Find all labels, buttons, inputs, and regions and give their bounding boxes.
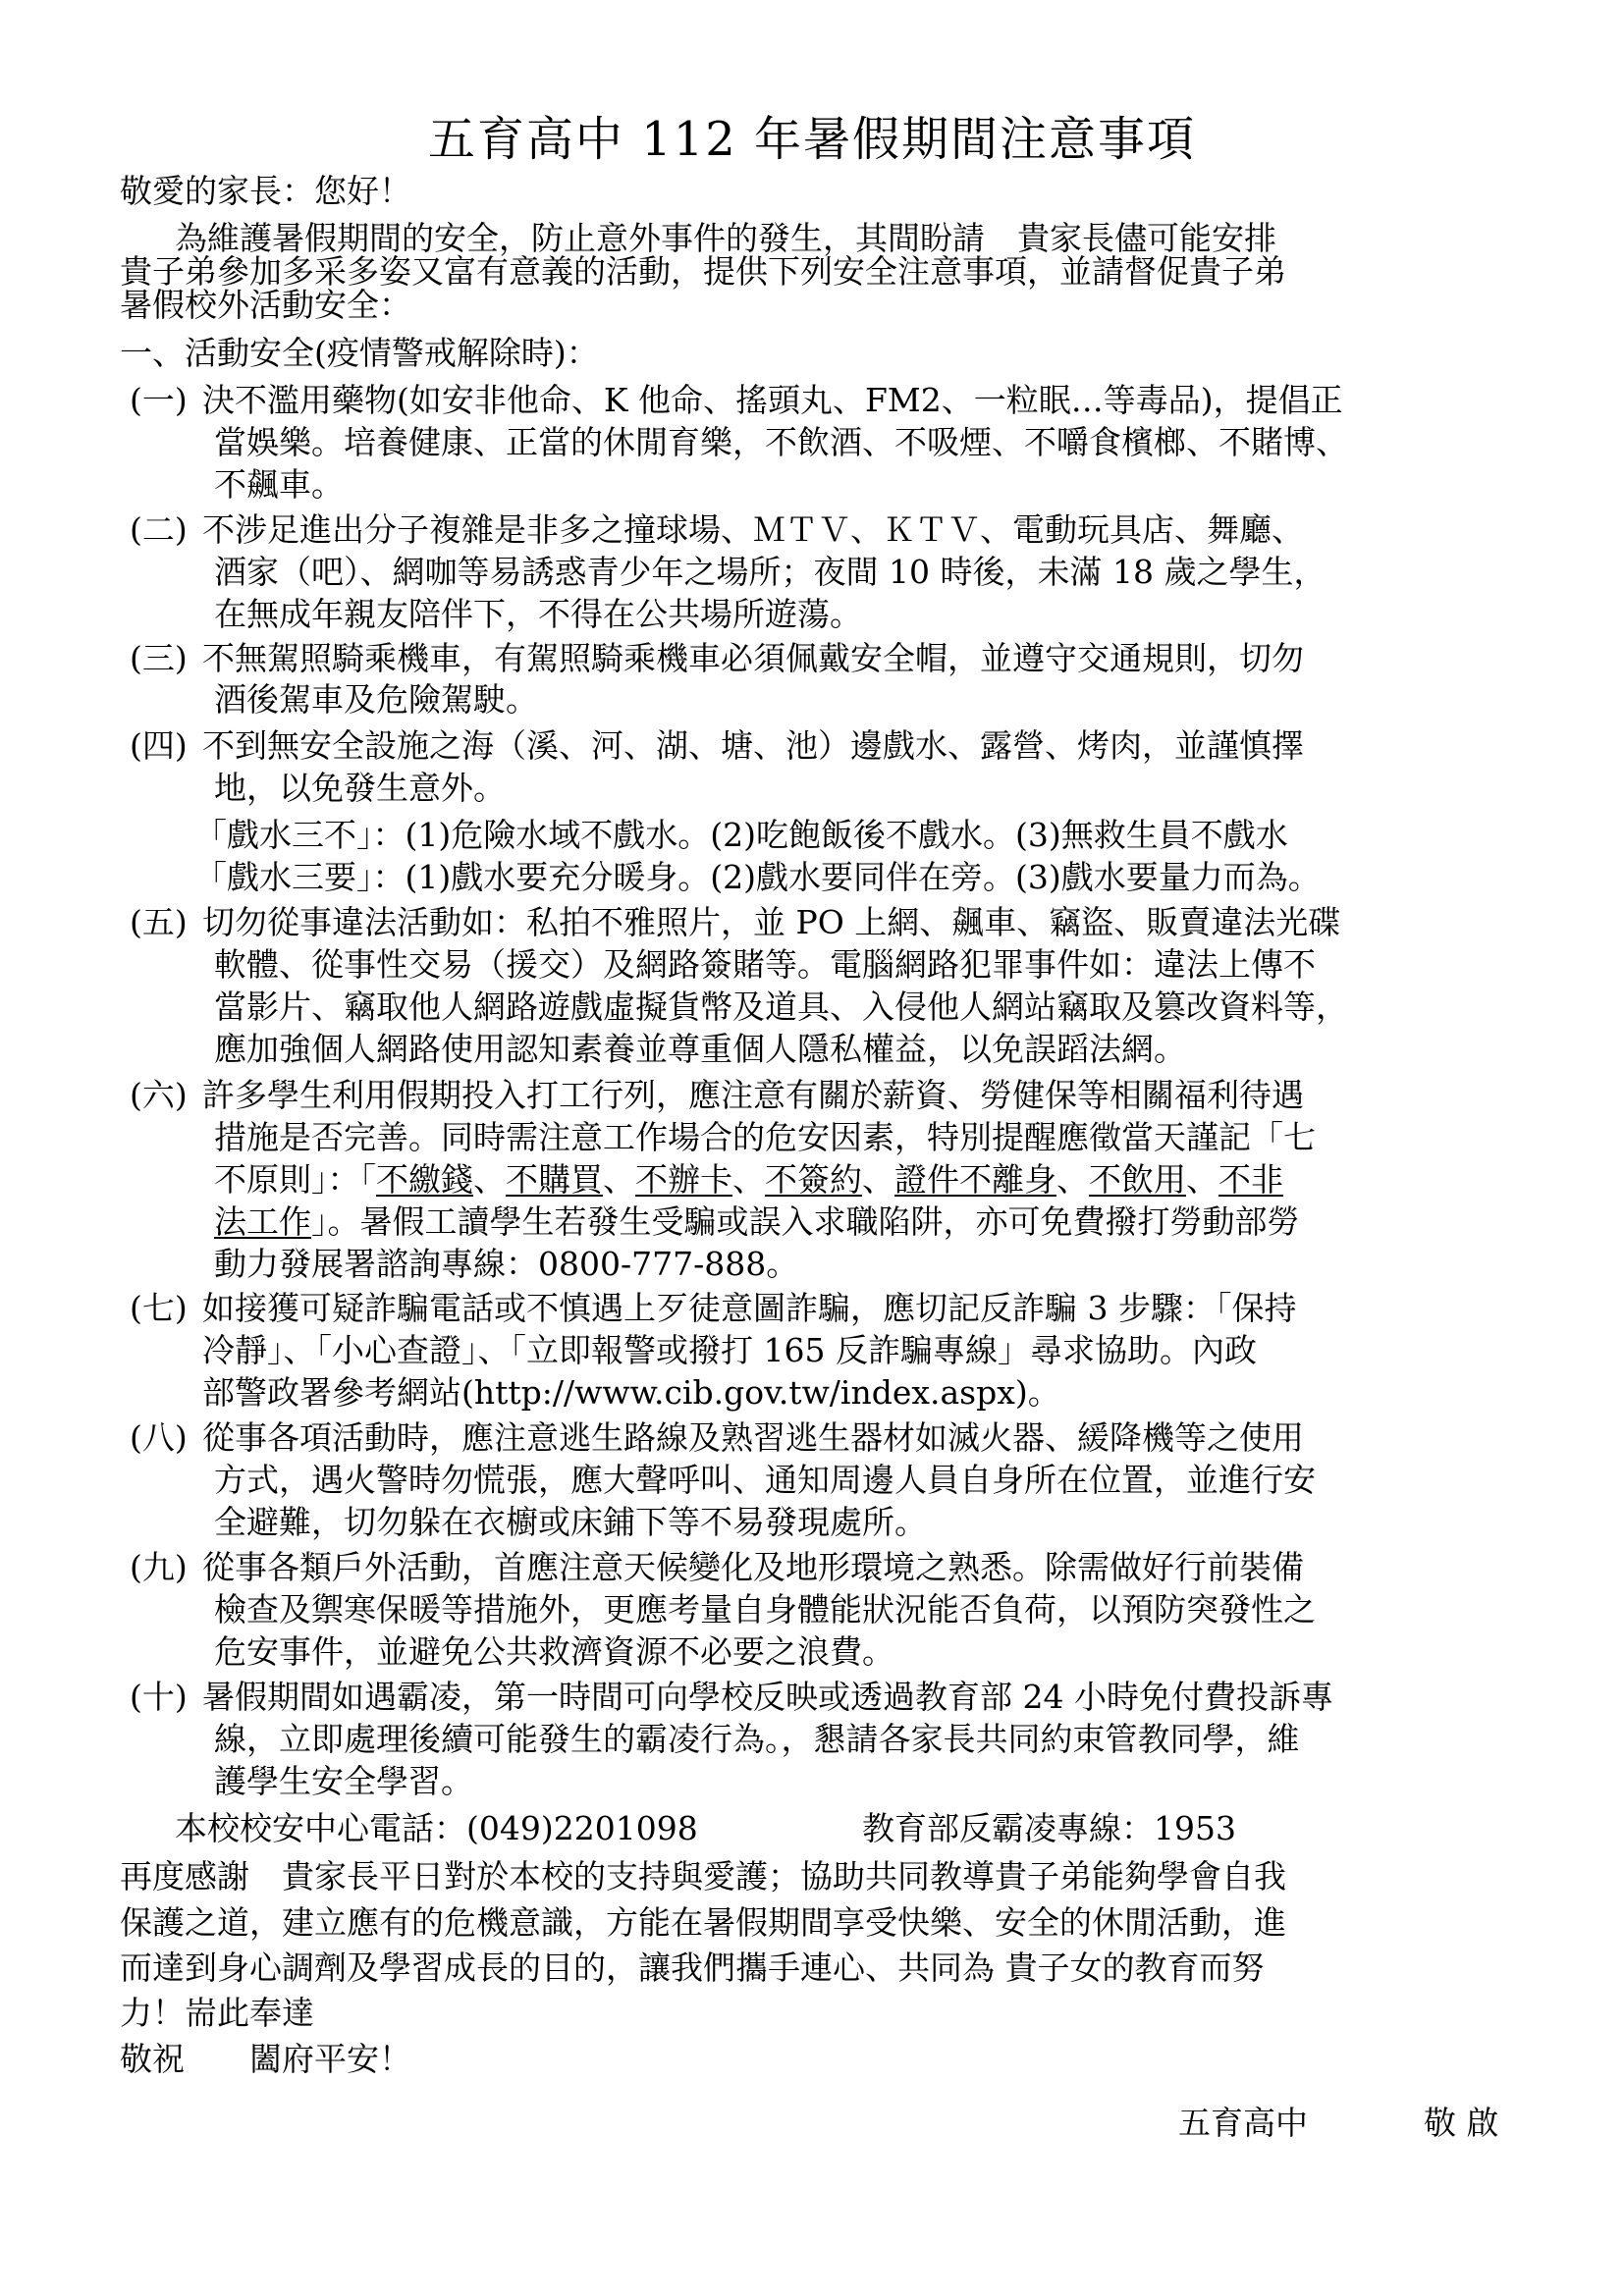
item-line: 許多學生利用假期投入打工行列，應注意有關於薪資、勞健保等相關福利待遇 <box>202 1076 1304 1114</box>
item-line: 從事各項活動時，應注意逃生路線及熟習逃生器材如滅火器、緩降機等之使用 <box>202 1418 1304 1457</box>
item-line: 全避難，切勿躲在衣櫥或床鋪下等不易發現處所。 <box>214 1503 927 1541</box>
item-marker: (八) <box>130 1418 188 1457</box>
item-line: 線，立即處理後續可能發生的霸凌行為。，懇請各家長共同約束管教同學，維 <box>214 1720 1300 1758</box>
anti-bullying-hotline: 教育部反霸凌專線：1953 <box>862 1809 1236 1847</box>
closing-line: 保護之道，建立應有的危機意識，方能在暑假期間享受快樂、安全的休閒活動，進 <box>120 1903 1286 1942</box>
intro-line: 暑假校外活動安全： <box>120 286 411 324</box>
item-line: 暑假期間如遇霸凌，第一時間可向學校反映或透過教育部 24 小時免付費投訴專 <box>202 1678 1333 1716</box>
item-line: 不無駕照騎乘機車，有駕照騎乘機車必須佩戴安全帽，並遵守交通規則，切勿 <box>202 639 1304 677</box>
labor-hotline-line: 動力發展署諮詢專線：0800-777-888。 <box>214 1245 799 1283</box>
signature-school: 五育高中 <box>1178 2104 1308 2142</box>
regards: 敬祝 闔府平安！ <box>120 2040 411 2078</box>
seven-rules-line-2: 法工作」。暑假工讀學生若發生受騙或誤入求職陷阱，亦可免費撥打勞動部勞 <box>214 1202 1300 1241</box>
rule-no-illegal-work-part1: 不非 <box>1218 1160 1283 1199</box>
item-marker: (六) <box>130 1076 188 1114</box>
item-line: 決不濫用藥物(如安非他命、K 他命、搖頭丸、FM2、一粒眠…等毒品)，提倡正 <box>202 381 1343 419</box>
item-marker: (七) <box>130 1289 188 1327</box>
signature-respect: 敬 啟 <box>1424 2104 1499 2142</box>
section-heading: 一、活動安全(疫情警戒解除時)： <box>120 334 599 372</box>
item-line: 部警政署參考網站(http://www.cib.gov.tw/index.aspx)。 <box>202 1373 1060 1412</box>
swimming-rule-line: 「戲水三要」：(1)戲水要充分暖身。(2)戲水要同伴在旁。(3)戲水要量力而為。 <box>194 858 1321 896</box>
seven-rules-line: 不原則」：「不繳錢、不購買、不辦卡、不簽約、證件不離身、不飲用、不非 <box>214 1160 1283 1199</box>
item-line: 酒家（吧）、網咖等易誘惑青少年之場所；夜間 10 時後，未滿 18 歲之學生， <box>214 553 1326 591</box>
item-marker: (五) <box>130 903 188 941</box>
closing-line: 而達到身心調劑及學習成長的目的，讓我們攜手連心、共同為 貴子女的教育而努 <box>120 1949 1265 1987</box>
item-line: 酒後駕車及危險駕駛。 <box>214 680 538 719</box>
item-marker: (九) <box>130 1548 188 1586</box>
item-line: 當娛樂。培養健康、正當的休閒育樂，不飲酒、不吸煙、不嚼食檳榔、不賭博、 <box>214 423 1348 461</box>
rule-no-drinking: 不飲用 <box>1089 1160 1186 1199</box>
closing-line: 力！耑此奉達 <box>120 1994 314 2032</box>
item-line: 護學生安全學習。 <box>214 1762 473 1800</box>
item-line: 不飆車。 <box>214 465 344 504</box>
school-safety-phone: 本校校安中心電話：(049)2201098 <box>175 1809 698 1847</box>
item-line: 切勿從事違法活動如：私拍不雅照片，並 PO 上網、飆車、竊盜、販賣違法光碟 <box>202 903 1341 941</box>
intro-line: 為維護暑假期間的安全，防止意外事件的發生，其間盼請 貴家長儘可能安排 <box>175 219 1276 257</box>
rule-prefix: 不原則」：「 <box>214 1160 376 1199</box>
item-line: 檢查及禦寒保暖等措施外，更應考量自身體能狀況能否負荷，以預防突發性之 <box>214 1590 1316 1629</box>
rule-no-purchase: 不購買 <box>506 1160 603 1199</box>
document-title: 五育高中 112 年暑假期間注意事項 <box>427 112 1197 167</box>
item-marker: (二) <box>130 510 188 549</box>
item-line: 地，以免發生意外。 <box>214 769 506 807</box>
item-line: 在無成年親友陪伴下，不得在公共場所遊蕩。 <box>214 595 862 633</box>
item-line: 如接獲可疑詐騙電話或不慎遇上歹徒意圖詐騙，應切記反詐騙 3 步驟：「保持 <box>202 1289 1297 1327</box>
item-line: 應加強個人網路使用認知素養並尊重個人隱私權益，以免誤蹈法網。 <box>214 1030 1186 1068</box>
item-line: 不涉足進出分子複雜是非多之撞球場、ＭＴＶ、ＫＴＶ、電動玩具店、舞廳、 <box>202 510 1304 549</box>
item-line: 冷靜」、「小心查證」、「立即報警或撥打 165 反詐騙專線」尋求協助。內政 <box>202 1331 1257 1369</box>
rule-no-card: 不辦卡 <box>635 1160 732 1199</box>
item-line: 軟體、從事性交易（援交）及網路簽賭等。電腦網路犯罪事件如：違法上傳不 <box>214 945 1316 984</box>
rule-no-contract: 不簽約 <box>765 1160 862 1199</box>
item-marker: (三) <box>130 639 188 677</box>
item-marker: (四) <box>130 726 188 765</box>
rule-no-illegal-work-part2: 法工作 <box>214 1202 311 1241</box>
item-line: 當影片、竊取他人網路遊戲虛擬貨幣及道具、入侵他人網站竊取及篡改資料等， <box>214 988 1348 1026</box>
swimming-rule-line: 「戲水三不」：(1)危險水域不戲水。(2)吃飽飯後不戲水。(3)無救生員不戲水 <box>194 816 1288 854</box>
item-marker: (一) <box>130 381 188 419</box>
item-line: 措施是否完善。同時需注意工作場合的危安因素，特別提醒應徵當天謹記「七 <box>214 1118 1316 1156</box>
intro-line: 貴子弟參加多采多姿又富有意義的活動，提供下列安全注意事項，並請督促貴子弟 <box>120 252 1286 291</box>
item-line: 不到無安全設施之海（溪、河、湖、塘、池）邊戲水、露營、烤肉，並謹慎擇 <box>202 726 1304 765</box>
rule-keep-documents: 證件不離身 <box>894 1160 1056 1199</box>
item-line: 從事各類戶外活動，首應注意天候變化及地形環境之熟悉。除需做好行前裝備 <box>202 1548 1304 1586</box>
item-line: 危安事件，並避免公共救濟資源不必要之浪費。 <box>214 1632 894 1671</box>
rule-no-payment: 不繳錢 <box>376 1160 473 1199</box>
salutation: 敬愛的家長：您好！ <box>120 172 411 210</box>
item-line: 方式，遇火警時勿慌張，應大聲呼叫、通知周邊人員自身所在位置，並進行安 <box>214 1461 1316 1499</box>
closing-line: 再度感謝 貴家長平日對於本校的支持與愛護；協助共同教導貴子弟能夠學會自我 <box>120 1857 1286 1896</box>
item-marker: (十) <box>130 1678 188 1716</box>
